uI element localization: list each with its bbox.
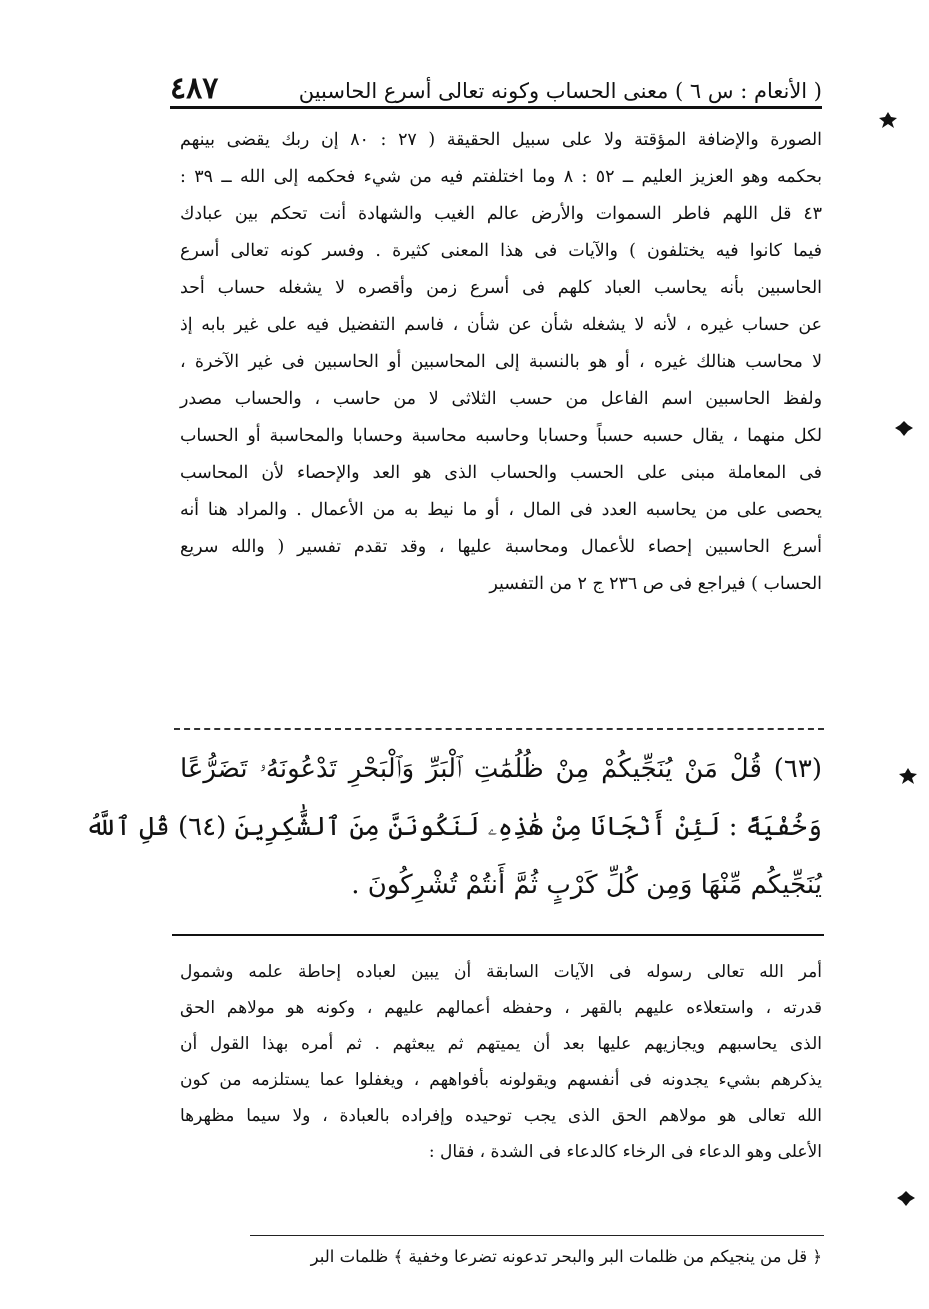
section-divider-dashed bbox=[174, 728, 824, 730]
explanation-text bbox=[180, 954, 822, 1170]
footnote-rule bbox=[250, 1235, 824, 1236]
ink-blot-mark bbox=[895, 1188, 917, 1208]
section-divider-solid bbox=[172, 934, 824, 936]
commentary-line: ولفظ الحاسبين اسم الفاعل من حسب الثلاثى لا من حاسب ، والحساب مصدر bbox=[180, 389, 822, 409]
verse-line: (٦٣) قُلْ مَنْ يُنَجِّيكُمْ مِنْ ظُلُمَٰتِ ٱلْبَرِّ وَٱلْبَحْرِ تَدْعُونَهُۥ تَضَرُّعًا bbox=[180, 754, 822, 784]
verse-line: يُنَجِّيكُم مِّنْهَا وَمِن كُلِّ كَرْبٍ ثُمَّ أَنتُمْ تُشْرِكُونَ . bbox=[351, 870, 822, 900]
explanation-line: أمر الله تعالى رسوله فى الآيات السابقة أن يبين لعباده إحاطة علمه وشمول bbox=[180, 962, 822, 982]
commentary-line: لكل منهما ، يقال حسبه حسباً وحسابا وحاسبه محاسبة وحسابا والمحاسبة أو الحساب bbox=[180, 426, 822, 446]
header-rule bbox=[170, 106, 822, 109]
explanation-line: الذى يحاسبهم ويجازيهم عليها بعد أن يميتهم ثم يبعثهم . ثم أمره بهذا القول أن bbox=[180, 1034, 822, 1054]
commentary-line: عن حساب غيره ، لأنه لا يشغله شأن عن شأن ، فاسم التفضيل فيه على غير بابه إذ bbox=[180, 315, 822, 335]
commentary-line: ٤٣ قل اللهم فاطر السموات والأرض عالم الغيب والشهادة أنت تحكم بين عبادك bbox=[180, 204, 822, 224]
running-title: ( الأنعام : س ٦ ) معنى الحساب وكونه تعالى أسرع الحاسبين bbox=[298, 79, 822, 103]
ink-blot-mark bbox=[897, 766, 919, 786]
explanation-line: يذكرهم بشيء يجدونه فى أنفسهم ويقولونه بأفواههم ، ويغفلوا عما يستلزمه من كون bbox=[180, 1070, 822, 1090]
explanation-line: قدرته ، واستعلاءه عليهم بالقهر ، وحفظه أعمالهم عليهم ، وكونه هو مولاهم الحق bbox=[180, 998, 822, 1018]
page-header bbox=[170, 62, 822, 106]
explanation-line: الله تعالى هو مولاهم الحق الذى يجب توحيده وإفراده بالعبادة ، ولا سيما مظهرها bbox=[180, 1106, 822, 1126]
commentary-line: أسرع الحاسبين إحصاء للأعمال ومحاسبة عليها ، وقد تقدم تفسير ( والله سريع bbox=[180, 537, 822, 557]
commentary-text bbox=[180, 122, 822, 603]
commentary-line: بحكمه وهو العزيز العليم ــ ٥٢ : ٨ وما اختلفتم فيه من شيء فحكمه إلى الله ــ ٣٩ : bbox=[180, 167, 823, 187]
commentary-line: فى المعاملة مبنى على الحسب والحساب الذى هو العد والإحصاء لأن المحاسب bbox=[180, 463, 822, 483]
commentary-line: لا محاسب هنالك غيره ، أو هو بالنسبة إلى المحاسبين أو الحاسبين فى غير الآخرة ، bbox=[180, 352, 822, 372]
footnote-text: ﴿ قل من ينجيكم من ظلمات البر والبحر تدعونه تضرعا وخفية ﴾ ظلمات البر bbox=[310, 1247, 822, 1266]
commentary-line: فيما كانوا فيه يختلفون ) والآيات فى هذا المعنى كثيرة . وفسر كونه تعالى أسرع bbox=[180, 241, 822, 261]
explanation-line: الأعلى وهو الدعاء فى الرخاء كالدعاء فى الشدة ، فقال : bbox=[428, 1142, 822, 1162]
commentary-line: يحصى على من يحاسبه العدد فى المال ، أو ما نيط به من الأعمال . والمراد هنا أنه bbox=[180, 500, 822, 520]
commentary-line: الحساب ) فيراجع فى ص ٢٣٦ ج ٢ من التفسير bbox=[489, 574, 822, 594]
quran-verse-block bbox=[85, 740, 822, 914]
commentary-line: الصورة والإضافة المؤقتة ولا على سبيل الحقيقة ( ٢٧ : ٨٠ إن ربك يقضى بينهم bbox=[180, 130, 822, 150]
commentary-line: الحاسبين بأنه يحاسب العباد كلهم فى أسرع زمن وأقصره لا يشغله حساب أحد bbox=[180, 278, 822, 298]
ink-blot-mark bbox=[877, 110, 899, 130]
page-number: ٤٨٧ bbox=[170, 71, 219, 106]
ink-blot-mark bbox=[893, 418, 915, 438]
verse-line: وَخُفْيَةً : لَئِنْ أَنْجَانَا مِنْ هَٰذِهِۦ لَنَكُونَنَّ مِنَ ٱلشَّٰكِرِينَ (٦٤) قُلِ ٱللَّهُ bbox=[85, 812, 822, 842]
